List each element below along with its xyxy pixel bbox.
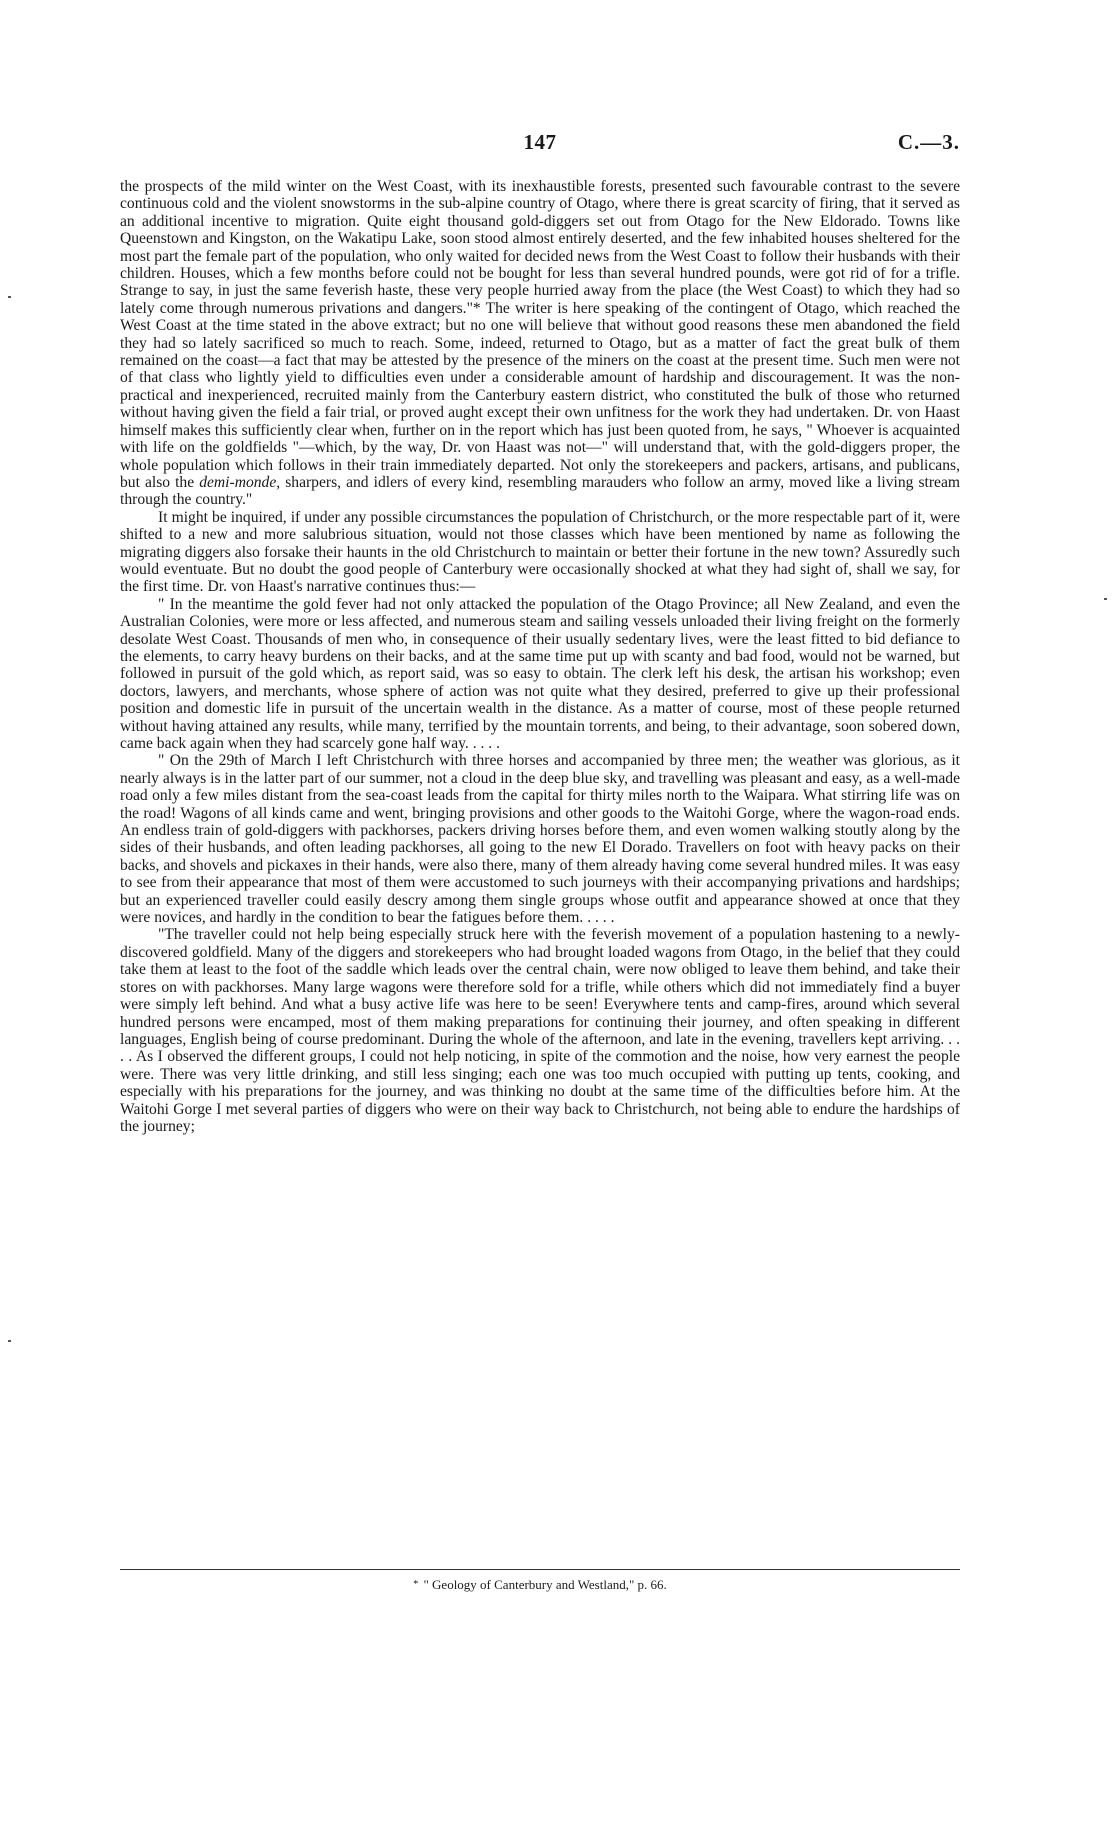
paragraph-1-text-after: sharpers, and idlers of every kind, resembling marauders who follow an army, moved like a living stream through the country." — [120, 473, 961, 509]
page-header — [120, 130, 960, 160]
paragraph-1-text: the prospects of the mild winter on the West Coast, with its inexhaustible forests, presented such favourable contrast to the severe continuous cold and the violent snowstorms in the sub-alpine country of Otago, where there is great scarcity of firing, that it served as an additional incentive to migration. Quite eight thousand gold-diggers set out from Otago for the New Eldorado. Towns like Queenstown and Kingston, on the Wakatipu Lake, soon stood almost entirely deserted, and the few inhabited houses sheltered for the most part the female part of the population, who only waited for decided news from the West Coast to follow their husbands with their children. Houses, which a few months before could not be bought for less than several hundred pounds, were got rid of for a trifle. Strange to say, in just the same feverish haste, these very people hurried away from the place (the West Coast) to which they had so lately come through numerous privations and dangers."* The writer is here speaking of the contingent of Otago, which reached the West Coast at the time stated in the above extract; but no one will believe that without good reasons these men abandoned the field they had so lately sacrificed so much to reach. Some, indeed, returned to Otago, but as a matter of fact the great bulk of them remained on the coast—a fact that may be attested by the presence of the miners on the coast at the present time. Such men were not of that class who lightly yield to difficulties even under a considerable amount of hardship and discouragement. It was the non-practical and inexperienced, recruited mainly from the Canterbury eastern district, who constituted the bulk of those who returned without having given the field a fair trial, or proved aught except their own unfitness for the work they had undertaken. Dr. von Haast himself makes this sufficiently clear when, further on in the report which has just been quoted from, he says, " Whoever is acquainted with life on the goldfields "—which, by the way, Dr. von Haast was not—" will understand that, with the gold-diggers proper, the whole population which follows in their train immediately departed. Not only the storekeepers and packers, artisans, and publicans, but also the — [120, 178, 960, 491]
paragraph-3: " In the meantime the gold fever had not only attacked the population of the Otago Province; all New Zealand, and even the Australian Colonies, were more or less affected, and numerous steam and sailing vessels unloaded their living freight on the formerly desolate West Coast. Thousands of men who, in consequence of their usually sedentary lives, were the least fitted to bid defiance to the elements, to carry heavy burdens on their backs, and at the same time put up with scanty and bad food, would not be warned, but followed in pursuit of the gold which, as report said, was so easy to obtain. The clerk left his desk, the artisan his workshop; even doctors, lawyers, and merchants, whose sphere of action was not quite what they desired, preferred to give up their professional position and domestic life in pursuit of the uncertain wealth in the distance. As a matter of course, most of these people returned without having attained any results, while many, terrified by the mountain torrents, and being, to their advantage, soon sobered down, came back again when they had scarcely gone half way. . . . . — [120, 595, 960, 752]
paragraph-1 — [120, 178, 960, 509]
footnote — [120, 1577, 960, 1593]
footnote-divider — [120, 1569, 960, 1570]
paragraph-2: It might be inquired, if under any possible circumstances the population of Christchurch, or the more respectable part of it, were shifted to a new and more salubrious situation, would not those classes which have been mentioned by name as following the migrating diggers also forsake their haunts in the old Christchurch to maintain or better their fortune in the new town? Assuredly such would eventuate. But no doubt the good people of Canterbury were occasionally shocked at what they had sight of, shall we say, for the first time. Dr. von Haast's narrative continues thus:— — [120, 508, 960, 596]
paragraph-4: " On the 29th of March I left Christchurch with three horses and accompanied by three men; the weather was glorious, as it nearly always is in the latter part of our summer, not a cloud in the deep blue sky, and travelling was pleasant and easy, as a well-made road only a few miles distant from the sea-coast leads from the capital for thirty miles north to the Waipara. What stirring life was on the road! Wagons of all kinds came and went, bringing provisions and other goods to the Waitohi Gorge, where the wagon-road ends. An endless train of gold-diggers with packhorses, packers driving horses before them, and even women walking stoutly along by the sides of their husbands, and often leading packhorses, all going to the new El Dorado. Travellers on foot with heavy packs on their backs, and shovels and pickaxes in their hands, were also there, many of them already having come several hundred miles. It was easy to see from their appearance that most of them were accustomed to such journeys with their accompanying privations and hardships; but an experienced traveller could easily descry among them single groups whose outfit and appearance showed at once that they were novices, and hardly in the condition to bear the fatigues before them. . . . . — [120, 752, 960, 927]
paragraph-1-italic: demi-monde, — [199, 473, 281, 491]
margin-speck — [1104, 598, 1107, 600]
margin-speck — [8, 1340, 11, 1342]
page-number: 147 — [523, 130, 557, 154]
body-text — [120, 178, 960, 1135]
paragraph-5: "The traveller could not help being especially struck here with the feverish movement of a population hastening to a newly-discovered goldfield. Many of the diggers and storekeepers who had brought loaded wagons from Otago, in the belief that they could take them at least to the foot of the saddle which leads over the central chain, were now obliged to leave them behind, and take their stores on with packhorses. Many large wagons were therefore sold for a trifle, while others which did not immediately find a buyer were simply left behind. And what a busy active life was here to be seen! Everywhere tents and camp-fires, around which several hundred persons were encamped, most of them making preparations for continuing their journey, and often speaking in different languages, English being of course predominant. During the whole of the afternoon, and late in the evening, travellers kept arriving. . . . . As I observed the different groups, I could not help noticing, in spite of the commotion and the noise, how very earnest the people were. There was very little drinking, and still less singing; each one was too much occupied with putting up tents, cooking, and especially with his preparations for the journey, and was thinking no doubt at the same time of the difficulties before him. At the Waitohi Gorge I met several parties of diggers who were on their way back to Christchurch, not being able to endure the hardships of the journey; — [120, 926, 960, 1135]
footnote-text: " Geology of Canterbury and Westland," p. 66. — [423, 1577, 667, 1592]
margin-speck — [8, 296, 11, 298]
footnote-mark: * — [413, 1579, 419, 1590]
document-reference: C.—3. — [897, 130, 960, 154]
